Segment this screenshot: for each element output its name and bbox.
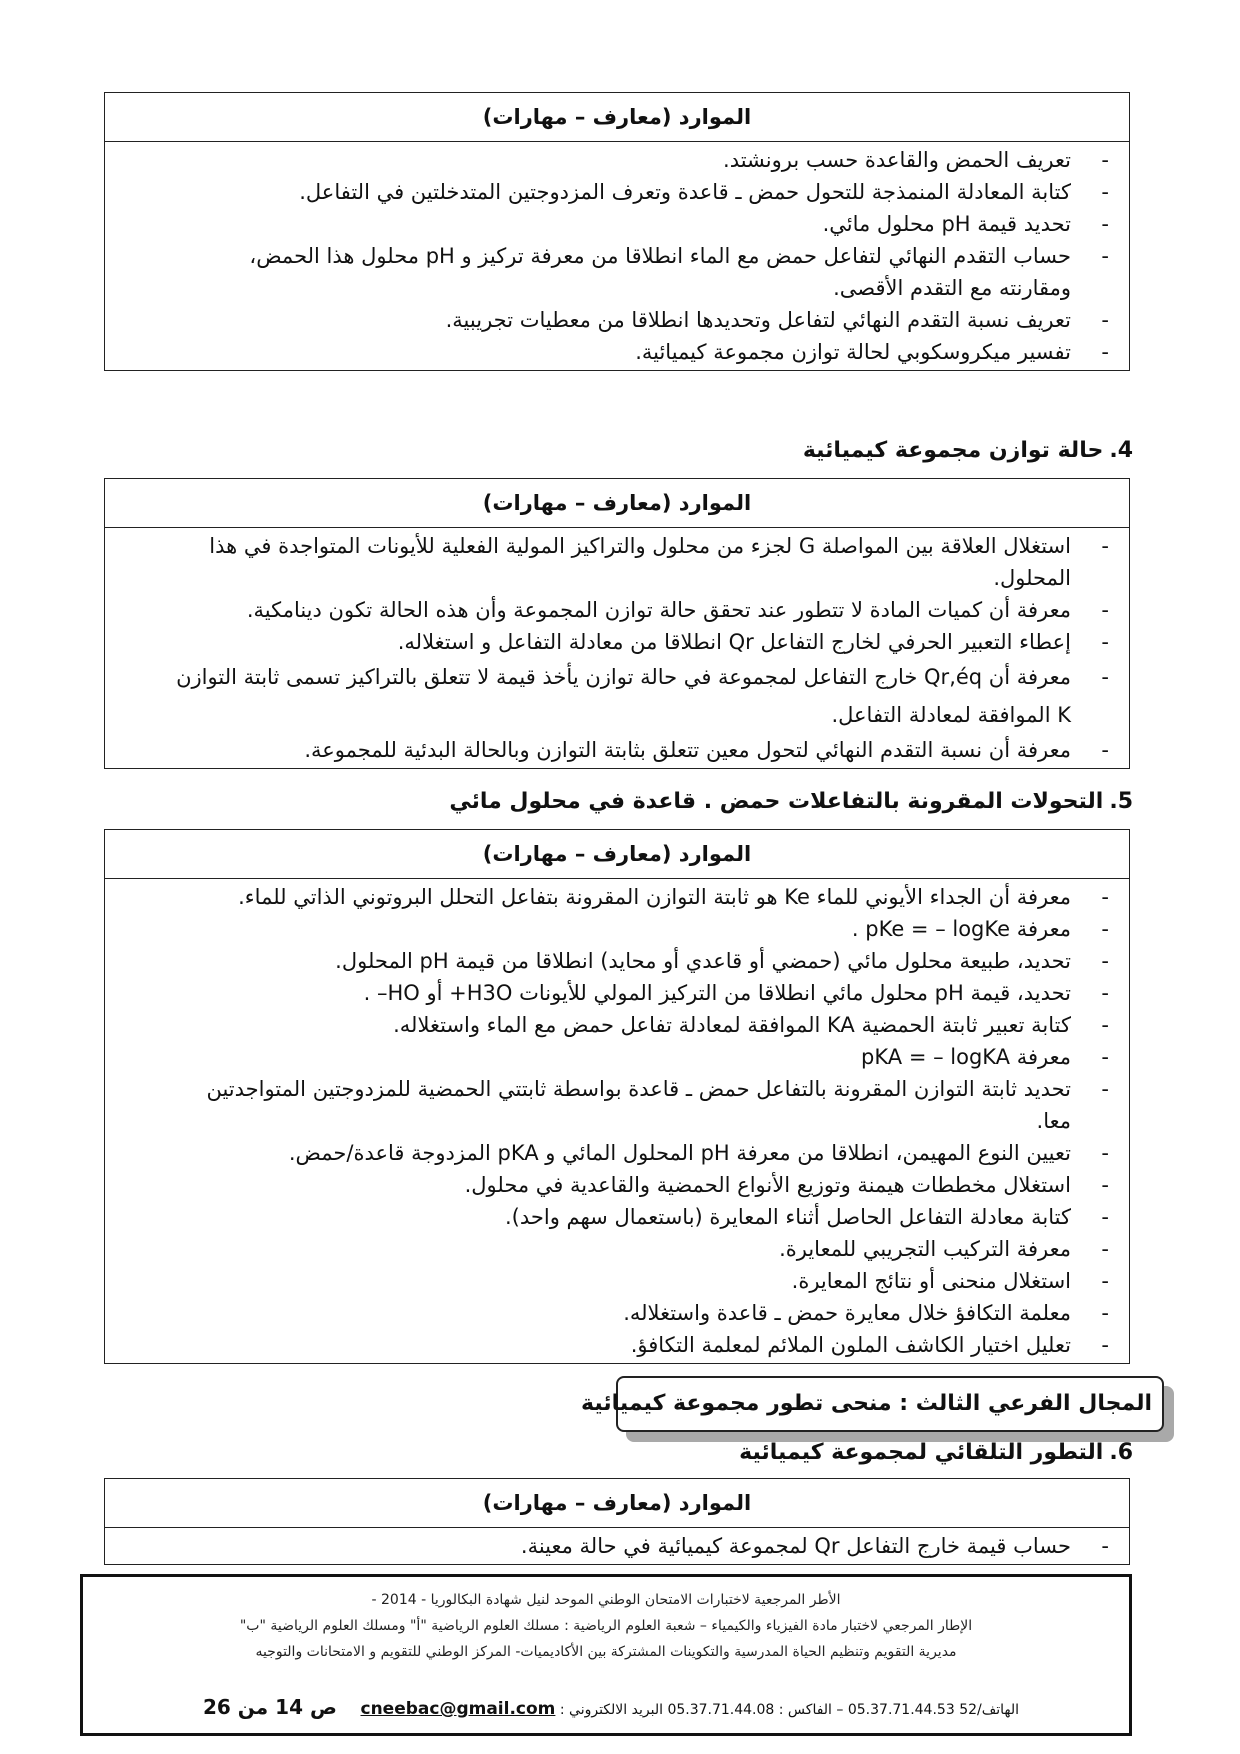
resources-table-section-5 xyxy=(104,829,1130,1364)
resources-list xyxy=(105,142,1129,370)
list-item: - كتابة المعادلة المنمذجة للتحول حمض ـ قاعدة وتعرف المزدوجتين المتدخلتين في التفاعل. xyxy=(175,176,1109,208)
footer-line: الإطار المرجعي لاختبار مادة الفيزياء والكيمياء – شعبة العلوم الرياضية : مسلك العلوم الرياضية "أ" ومسلك العلوم الرياضية "ب" xyxy=(239,1618,973,1634)
section-title: التحولات المقرونة بالتفاعلات حمض . قاعدة في محلول مائي xyxy=(449,789,1104,814)
section-title: حالة توازن مجموعة كيميائية xyxy=(802,438,1104,463)
table-header: الموارد (معارف – مهارات) xyxy=(105,1479,1129,1528)
resources-list xyxy=(105,879,1129,1363)
list-item: - كتابة تعبير ثابتة الحمضية KA الموافقة لمعادلة تفاعل حمض مع الماء واستغلاله. xyxy=(175,1009,1109,1041)
page-number: ص 14 من 26 xyxy=(203,1695,337,1719)
table-header: الموارد (معارف – مهارات) xyxy=(105,93,1129,142)
list-item: - استغلال العلاقة بين المواصلة G لجزء من محلول والتراكيز المولية الفعلية للأيونات المتواجدة في هذا المحلول. xyxy=(175,530,1109,594)
resources-list xyxy=(105,528,1129,768)
table-header: الموارد (معارف – مهارات) xyxy=(105,479,1129,528)
list-item: - تعيين النوع المهيمن، انطلاقا من معرفة pH المحلول المائي و pKA المزدوجة قاعدة/حمض. xyxy=(175,1137,1109,1169)
email-link[interactable]: cneebac@gmail.com xyxy=(360,1699,556,1719)
page-footer xyxy=(80,1574,1132,1736)
resources-table-section-6 xyxy=(104,1478,1130,1565)
section-number: 5. xyxy=(1109,789,1133,814)
list-item: - تعريف نسبة التقدم النهائي لتفاعل وتحديدها انطلاقا من معطيات تجريبية. xyxy=(175,304,1109,336)
list-item: - تحديد، قيمة pH محلول مائي انطلاقا من التركيز المولي للأيونات H3O+ أو HO– . xyxy=(175,977,1109,1009)
footer-line: الأطر المرجعية لاختبارات الامتحان الوطني الموحد لنيل شهادة البكالوريا - 2014 - xyxy=(371,1592,841,1608)
footer-contact xyxy=(361,1699,1020,1719)
footer-line: مديرية التقويم وتنظيم الحياة المدرسية والتكوينات المشتركة بين الأكاديميات- المركز الوطني للتقويم و الامتحانات والتوجيه xyxy=(255,1644,957,1660)
list-item: - تحديد قيمة pH محلول مائي. xyxy=(175,208,1109,240)
list-item: - معرفة pKA = – logKA xyxy=(175,1041,1109,1073)
list-item: - تعريف الحمض والقاعدة حسب برونشتد. xyxy=(175,144,1109,176)
list-item: - حساب قيمة خارج التفاعل Qr لمجموعة كيميائية في حالة معينة. xyxy=(175,1530,1109,1562)
table-header: الموارد (معارف – مهارات) xyxy=(105,830,1129,879)
list-item: - استغلال مخططات هيمنة وتوزيع الأنواع الحمضية والقاعدية في محلول. xyxy=(175,1169,1109,1201)
list-item: - تعليل اختيار الكاشف الملون الملائم لمعلمة التكافؤ. xyxy=(175,1329,1109,1361)
list-item: - معرفة أن Qr,éq خارج التفاعل لمجموعة في حالة توازن يأخذ قيمة لا تتعلق بالتراكيز تسمى ثابتة التوازن K الموافقة لمعادلة التفاعل. xyxy=(175,658,1109,734)
section-heading-4 xyxy=(803,438,1133,463)
subdomain-title-box: المجال الفرعي الثالث : منحى تطور مجموعة كيميائية xyxy=(616,1376,1164,1432)
list-item: - استغلال منحنى أو نتائج المعايرة. xyxy=(175,1265,1109,1297)
section-heading-5 xyxy=(449,789,1133,814)
list-item: - معرفة أن نسبة التقدم النهائي لتحول معين تتعلق بثابتة التوازن وبالحالة البدئية للمجموعة. xyxy=(175,734,1109,766)
list-item: - معرفة pKe = – logKe . xyxy=(175,913,1109,945)
contact-text: الهاتف/52 05.37.71.44.53 – الفاكس : 05.37.71.44.08 البريد الالكتروني : xyxy=(559,1702,1019,1718)
section-title: التطور التلقائي لمجموعة كيميائية xyxy=(739,1440,1104,1465)
resources-table-section-3 xyxy=(104,92,1130,371)
list-item: - تفسير ميكروسكوبي لحالة توازن مجموعة كيميائية. xyxy=(175,336,1109,368)
section-heading-6 xyxy=(739,1440,1133,1465)
list-item: - إعطاء التعبير الحرفي لخارج التفاعل Qr انطلاقا من معادلة التفاعل و استغلاله. xyxy=(175,626,1109,658)
list-item: - تحديد ثابتة التوازن المقرونة بالتفاعل حمض ـ قاعدة بواسطة ثابتتي الحمضية للمزدوجتين المتواجدتين معا. xyxy=(175,1073,1109,1137)
resources-table-section-4 xyxy=(104,478,1130,769)
list-item: - كتابة معادلة التفاعل الحاصل أثناء المعايرة (باستعمال سهم واحد). xyxy=(175,1201,1109,1233)
list-item: - معرفة أن كميات المادة لا تتطور عند تحقق حالة توازن المجموعة وأن هذه الحالة تكون دينامكية. xyxy=(175,594,1109,626)
list-item: - معرفة أن الجداء الأيوني للماء Ke هو ثابتة التوازن المقرونة بتفاعل التحلل البروتوني الذاتي للماء. xyxy=(175,881,1109,913)
list-item: - تحديد، طبيعة محلول مائي (حمضي أو قاعدي أو محايد) انطلاقا من قيمة pH المحلول. xyxy=(175,945,1109,977)
list-item: - معلمة التكافؤ خلال معايرة حمض ـ قاعدة واستغلاله. xyxy=(175,1297,1109,1329)
section-number: 4. xyxy=(1109,438,1133,463)
resources-list xyxy=(105,1528,1129,1564)
section-number: 6. xyxy=(1109,1440,1133,1465)
list-item: - حساب التقدم النهائي لتفاعل حمض مع الماء انطلاقا من معرفة تركيز و pH محلول هذا الحمض، ومقارنته مع التقدم الأقصى. xyxy=(175,240,1109,304)
list-item: - معرفة التركيب التجريبي للمعايرة. xyxy=(175,1233,1109,1265)
